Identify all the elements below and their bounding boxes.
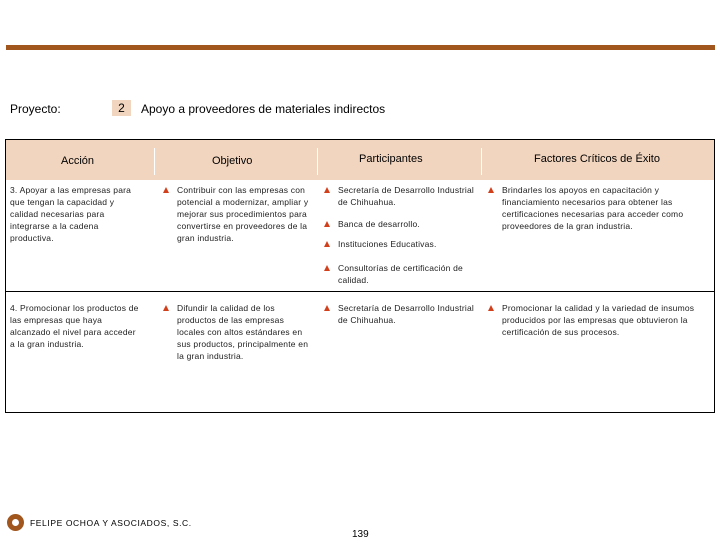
bullet-icon (324, 221, 330, 227)
project-number: 2 (112, 100, 131, 116)
company-logo-icon (7, 514, 24, 531)
row2-participante-1 (324, 302, 474, 326)
row1-participante-1 (324, 184, 474, 208)
participante-text: Secretaría de Desarrollo Industrial de Chihuahua. (338, 185, 474, 207)
row1-factores-text: Brindarles los apoyos en capacitación y financiamiento necesarios para obtener las certificaciones necesarias para acceder como proveedores de la gran industria. (502, 185, 684, 231)
bullet-icon (163, 187, 169, 193)
header-factores: Factores Críticos de Éxito (534, 153, 660, 165)
header-objetivo: Objetivo (212, 155, 253, 167)
header-divider (481, 148, 482, 175)
participante-text: Instituciones Educativas. (338, 239, 437, 249)
bullet-icon (488, 187, 494, 193)
row2-accion: 4. Promocionar los productos de las empresas que haya alcanzado el nivel para acceder a la gran industria. (10, 303, 139, 349)
bullet-icon (324, 187, 330, 193)
header-divider (154, 148, 155, 175)
row2-factores (488, 302, 710, 338)
table-header (6, 140, 714, 180)
row-divider (6, 291, 714, 292)
row1-participante-2 (324, 218, 474, 230)
row1-accion: 3. Apoyar a las empresas para que tengan la capacidad y calidad necesarias para integrarse a la cadena productiva. (10, 185, 132, 243)
bullet-icon (324, 305, 330, 311)
participante-text: Secretaría de Desarrollo Industrial de Chihuahua. (338, 303, 474, 325)
project-name: Apoyo a proveedores de materiales indirectos (141, 102, 386, 116)
project-label: Proyecto: (10, 102, 61, 116)
row1-objetivo-text: Contribuir con las empresas con potencial a modernizar, ampliar y mejorar sus procedimientos para convertirse en proveedores de la gran industria. (177, 185, 309, 243)
top-accent-bar (6, 45, 715, 50)
header-participantes: Participantes (359, 153, 423, 165)
action-table (5, 139, 715, 413)
row1-factores (488, 184, 710, 232)
header-accion: Acción (61, 155, 95, 167)
bullet-icon (324, 241, 330, 247)
row2-factores-text: Promocionar la calidad y la variedad de insumos producidos por las empresas que obtuvieron la certificación de sus procesos. (502, 303, 695, 337)
row2-objetivo-text: Difundir la calidad de los productos de las empresas locales con altos estándares en sus productos, principalmente en la gran industria. (177, 303, 309, 361)
footer-company: FELIPE OCHOA Y ASOCIADOS, S.C. (30, 518, 192, 528)
bullet-icon (488, 305, 494, 311)
participante-text: Banca de desarrollo. (338, 219, 420, 229)
page-number: 139 (352, 529, 369, 540)
row2-objetivo (163, 302, 311, 362)
bullet-icon (324, 265, 330, 271)
row1-participante-3 (324, 238, 474, 250)
header-divider (317, 148, 318, 175)
bullet-icon (163, 305, 169, 311)
row1-objetivo (163, 184, 311, 244)
row1-participante-4 (324, 262, 474, 286)
participante-text: Consultorías de certificación de calidad. (338, 263, 463, 285)
